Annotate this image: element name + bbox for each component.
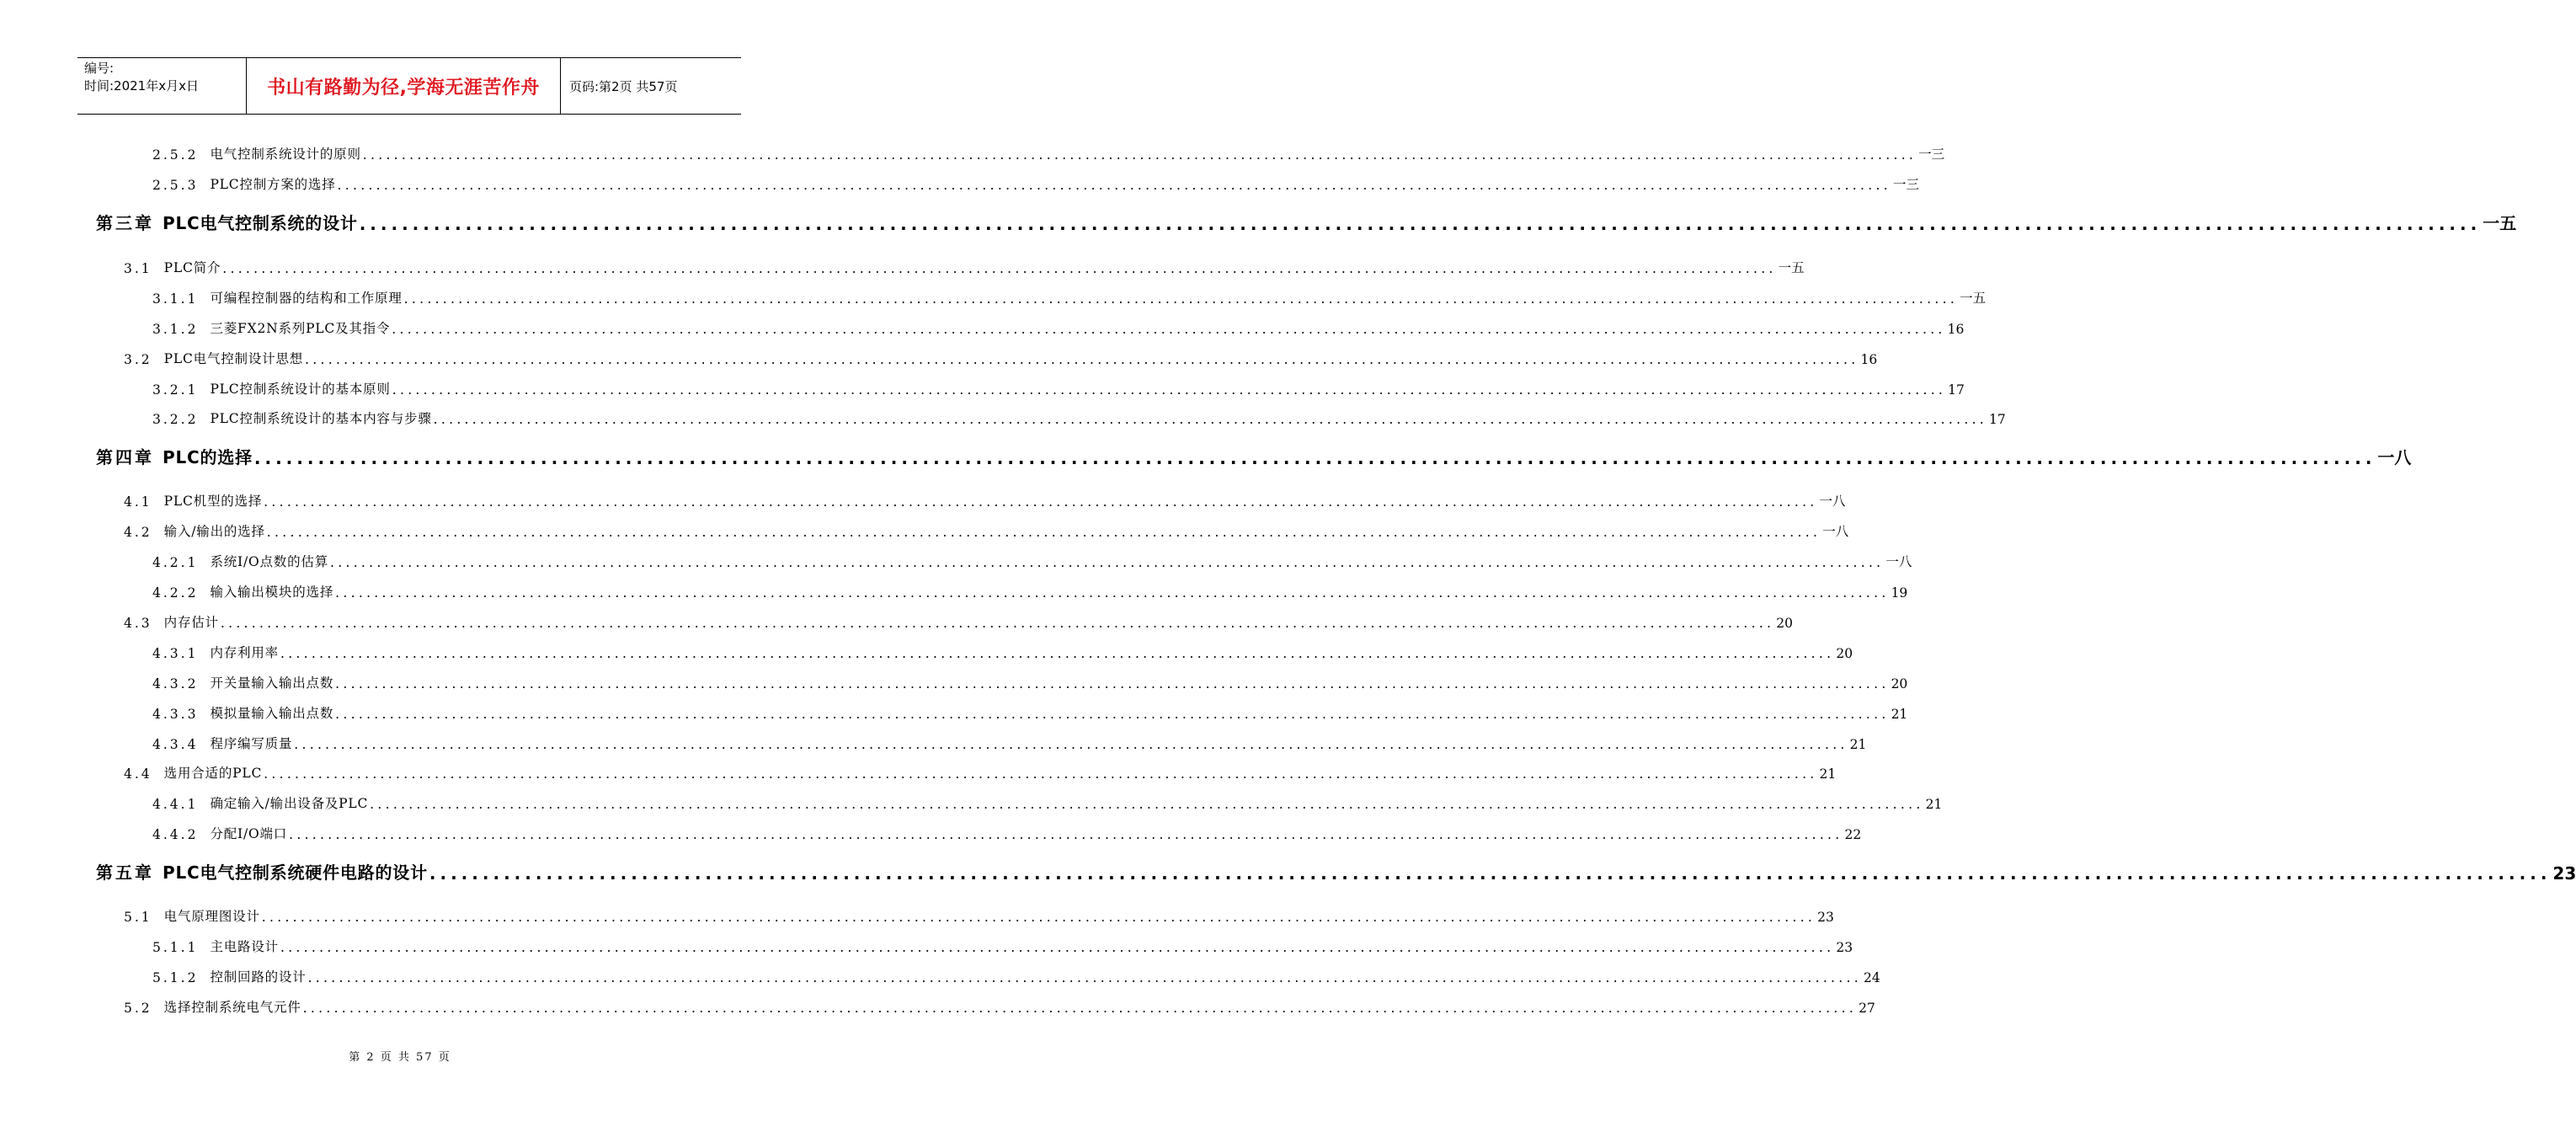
toc-entry[interactable] [152, 729, 1867, 752]
toc-leader-dots: ........................................................................................................................................................................................................ [337, 178, 1891, 193]
page-footer: 第 2 页 共 57 页 [349, 1051, 451, 1064]
toc-page-number: 27 [1859, 1001, 1875, 1016]
toc-leader-dots: ........................................................................................................................................................................................................ [370, 797, 1924, 812]
toc-number: 4.3 [124, 616, 152, 631]
toc-title: 模拟量输入输出点数 [210, 706, 334, 721]
toc-number: 4.2 [124, 525, 152, 540]
toc-entry[interactable] [124, 344, 1878, 367]
toc-leader-dots: ........................................................................................................................................................................................................ [362, 147, 1917, 163]
toc-entry[interactable] [152, 374, 1965, 398]
toc-leader-dots: ........................................................................................................................................................................................................ [335, 676, 1890, 691]
toc-number: 4.2.1 [152, 555, 199, 570]
toc-title: PLC控制方案的选择 [210, 177, 336, 192]
toc-title: 选择控制系统电气元件 [163, 1000, 301, 1015]
document-number-label: 编号: [84, 61, 115, 76]
toc-page-number: 20 [1891, 676, 1908, 691]
toc-page-number: 20 [1836, 646, 1853, 661]
toc-leader-dots: ........................................................................................................................................................................................................ [429, 863, 2552, 884]
toc-number: 5.1 [124, 910, 152, 925]
toc-title: PLC电气控制设计思想 [163, 351, 304, 366]
toc-number: 第三章 [96, 213, 154, 233]
toc-leader-dots: ........................................................................................................................................................................................................ [392, 322, 1946, 337]
toc-title: 电气原理图设计 [163, 909, 260, 924]
toc-title: 主电路设计 [210, 939, 279, 954]
toc-leader-dots: ........................................................................................................................................................................................................ [359, 214, 2482, 234]
toc-chapter[interactable] [96, 855, 2576, 884]
toc-page-number: 16 [1947, 322, 1965, 337]
toc-leader-dots: ........................................................................................................................................................................................................ [253, 448, 2376, 468]
toc-entry[interactable] [152, 668, 1908, 691]
toc-leader-dots: ........................................................................................................................................................................................................ [302, 1001, 1858, 1016]
toc-number: 3.2 [124, 352, 152, 367]
toc-number: 3.1 [124, 261, 152, 276]
toc-leader-dots: ........................................................................................................................................................................................................ [261, 910, 1816, 925]
toc-page-number: 21 [1819, 766, 1837, 782]
toc-title: 确定输入/输出设备及PLC [210, 796, 369, 811]
toc-page-number: 一八 [1885, 554, 1912, 569]
toc-page-number: 17 [1948, 382, 1965, 398]
toc-leader-dots: ........................................................................................................................................................................................................ [280, 940, 1835, 955]
toc-title: 内存利用率 [210, 645, 279, 660]
toc-number: 3.1.2 [152, 322, 199, 337]
toc-number: 2.5.2 [152, 147, 199, 163]
toc-leader-dots: ........................................................................................................................................................................................................ [433, 412, 1988, 427]
toc-entry[interactable] [124, 607, 1793, 631]
toc-leader-dots: ........................................................................................................................................................................................................ [307, 970, 1862, 985]
toc-leader-dots: ........................................................................................................................................................................................................ [335, 707, 1890, 722]
toc-entry[interactable] [124, 253, 1805, 276]
toc-leader-dots: ........................................................................................................................................................................................................ [222, 261, 1777, 276]
toc-number: 4.3.2 [152, 676, 199, 691]
page-header [77, 57, 741, 115]
toc-leader-dots: ........................................................................................................................................................................................................ [264, 766, 1818, 782]
toc-title: 输入/输出的选择 [163, 524, 265, 539]
toc-leader-dots: ........................................................................................................................................................................................................ [264, 494, 1818, 510]
toc-number: 5.1.1 [152, 940, 199, 955]
toc-title: PLC电气控制系统的设计 [163, 213, 358, 233]
toc-page-number: 16 [1860, 352, 1878, 367]
toc-title: PLC的选择 [163, 447, 253, 467]
toc-page-number: 21 [1925, 797, 1943, 812]
toc-number: 4.4.2 [152, 827, 199, 842]
toc-leader-dots: ........................................................................................................................................................................................................ [392, 382, 1947, 398]
toc-page-number: 24 [1863, 970, 1880, 985]
toc-title: 开关量输入输出点数 [210, 675, 334, 691]
toc-leader-dots: ........................................................................................................................................................................................................ [280, 646, 1835, 661]
toc-entry[interactable] [124, 992, 1875, 1016]
toc-leader-dots: ........................................................................................................................................................................................................ [294, 737, 1848, 752]
toc-entry[interactable] [152, 577, 1908, 601]
toc-entry[interactable] [152, 283, 1987, 307]
toc-number: 3.2.2 [152, 412, 199, 427]
toc-number: 第五章 [96, 862, 154, 883]
toc-title: 三菱FX2N系列PLC及其指令 [210, 321, 391, 336]
toc-number: 3.2.1 [152, 382, 199, 398]
toc-title: 电气控制系统设计的原则 [210, 147, 361, 162]
toc-number: 2.5.3 [152, 178, 199, 193]
toc-number: 5.1.2 [152, 970, 199, 985]
toc-leader-dots: ........................................................................................................................................................................................................ [289, 827, 1843, 842]
toc-entry[interactable] [124, 901, 1834, 925]
toc-page-number: 一三 [1918, 147, 1945, 162]
toc-leader-dots: ........................................................................................................................................................................................................ [305, 352, 1859, 367]
toc-entry[interactable] [152, 962, 1880, 985]
toc-number: 4.1 [124, 494, 152, 510]
toc-entry[interactable] [152, 819, 1862, 842]
toc-title: PLC控制系统设计的基本原则 [210, 382, 391, 397]
toc-title: 系统I/O点数的估算 [210, 554, 329, 569]
toc-page-number: 一八 [1822, 524, 1849, 539]
toc-number: 4.4.1 [152, 797, 199, 812]
toc-title: 可编程控制器的结构和工作原理 [210, 291, 403, 306]
toc-number: 4.3.4 [152, 737, 199, 752]
toc-entry[interactable] [152, 139, 1945, 163]
header-motto: 书山有路勤为径,学海无涯苦作舟 [247, 58, 561, 114]
toc-number: 3.1.1 [152, 291, 199, 307]
toc-chapter[interactable] [96, 206, 2517, 234]
toc-entry[interactable] [152, 698, 1908, 722]
toc-leader-dots: ........................................................................................................................................................................................................ [266, 525, 1821, 540]
toc-entry[interactable] [124, 758, 1837, 782]
toc-entry[interactable] [152, 403, 2006, 427]
toc-title: 内存估计 [163, 615, 219, 630]
header-meta [77, 58, 247, 114]
toc-page-number: 21 [1891, 707, 1908, 722]
toc-number: 4.2.2 [152, 585, 199, 601]
toc-number: 5.2 [124, 1001, 152, 1016]
toc-title: PLC简介 [163, 260, 221, 275]
toc-title: 控制回路的设计 [210, 969, 307, 985]
document-time-label: 时间:2021年x月x日 [84, 78, 199, 93]
toc-leader-dots: ........................................................................................................................................................................................................ [220, 616, 1775, 631]
toc-page-number: 22 [1844, 827, 1862, 842]
toc-entry[interactable] [152, 788, 1943, 812]
header-page-label: 页码:第2页 共57页 [569, 78, 678, 94]
toc-page-number: 17 [1989, 412, 2006, 427]
toc-page-number: 一三 [1892, 177, 1919, 192]
toc-title: 分配I/O端口 [210, 826, 288, 841]
toc-page-number: 23 [1817, 910, 1834, 925]
toc-title: PLC机型的选择 [163, 494, 263, 509]
toc-entry[interactable] [124, 516, 1849, 540]
toc-number: 第四章 [96, 447, 154, 467]
toc-entry[interactable] [124, 486, 1846, 510]
toc-number: 4.4 [124, 766, 152, 782]
toc-leader-dots: ........................................................................................................................................................................................................ [335, 585, 1890, 601]
toc-entry[interactable] [152, 547, 1912, 570]
toc-leader-dots: ........................................................................................................................................................................................................ [330, 555, 1885, 570]
toc-leader-dots: ........................................................................................................................................................................................................ [403, 291, 1959, 307]
toc-page-number: 一八 [1819, 494, 1846, 509]
toc-page-number: 一八 [2377, 447, 2412, 467]
toc-page-number: 21 [1849, 737, 1867, 752]
toc-page-number: 23 [2552, 863, 2576, 884]
toc-page-number: 23 [1836, 940, 1853, 955]
toc-title: 输入输出模块的选择 [210, 585, 334, 600]
toc-entry[interactable] [152, 638, 1853, 661]
toc-entry[interactable] [152, 169, 1919, 193]
toc-entry[interactable] [152, 313, 1965, 337]
toc-number: 4.3.1 [152, 646, 199, 661]
toc-page-number: 一五 [2483, 213, 2517, 233]
toc-page-number: 19 [1891, 585, 1908, 601]
toc-title: PLC控制系统设计的基本内容与步骤 [210, 411, 432, 426]
toc-title: PLC电气控制系统硬件电路的设计 [163, 862, 428, 883]
toc-title: 选用合适的PLC [163, 766, 263, 781]
toc-page-number: 一五 [1778, 260, 1805, 275]
toc-entry[interactable] [152, 932, 1853, 955]
toc-page-number: 一五 [1960, 291, 1987, 306]
toc-page-number: 20 [1776, 616, 1793, 631]
toc-title: 程序编写质量 [210, 736, 293, 751]
toc-chapter[interactable] [96, 440, 2412, 468]
toc-number: 4.3.3 [152, 707, 199, 722]
